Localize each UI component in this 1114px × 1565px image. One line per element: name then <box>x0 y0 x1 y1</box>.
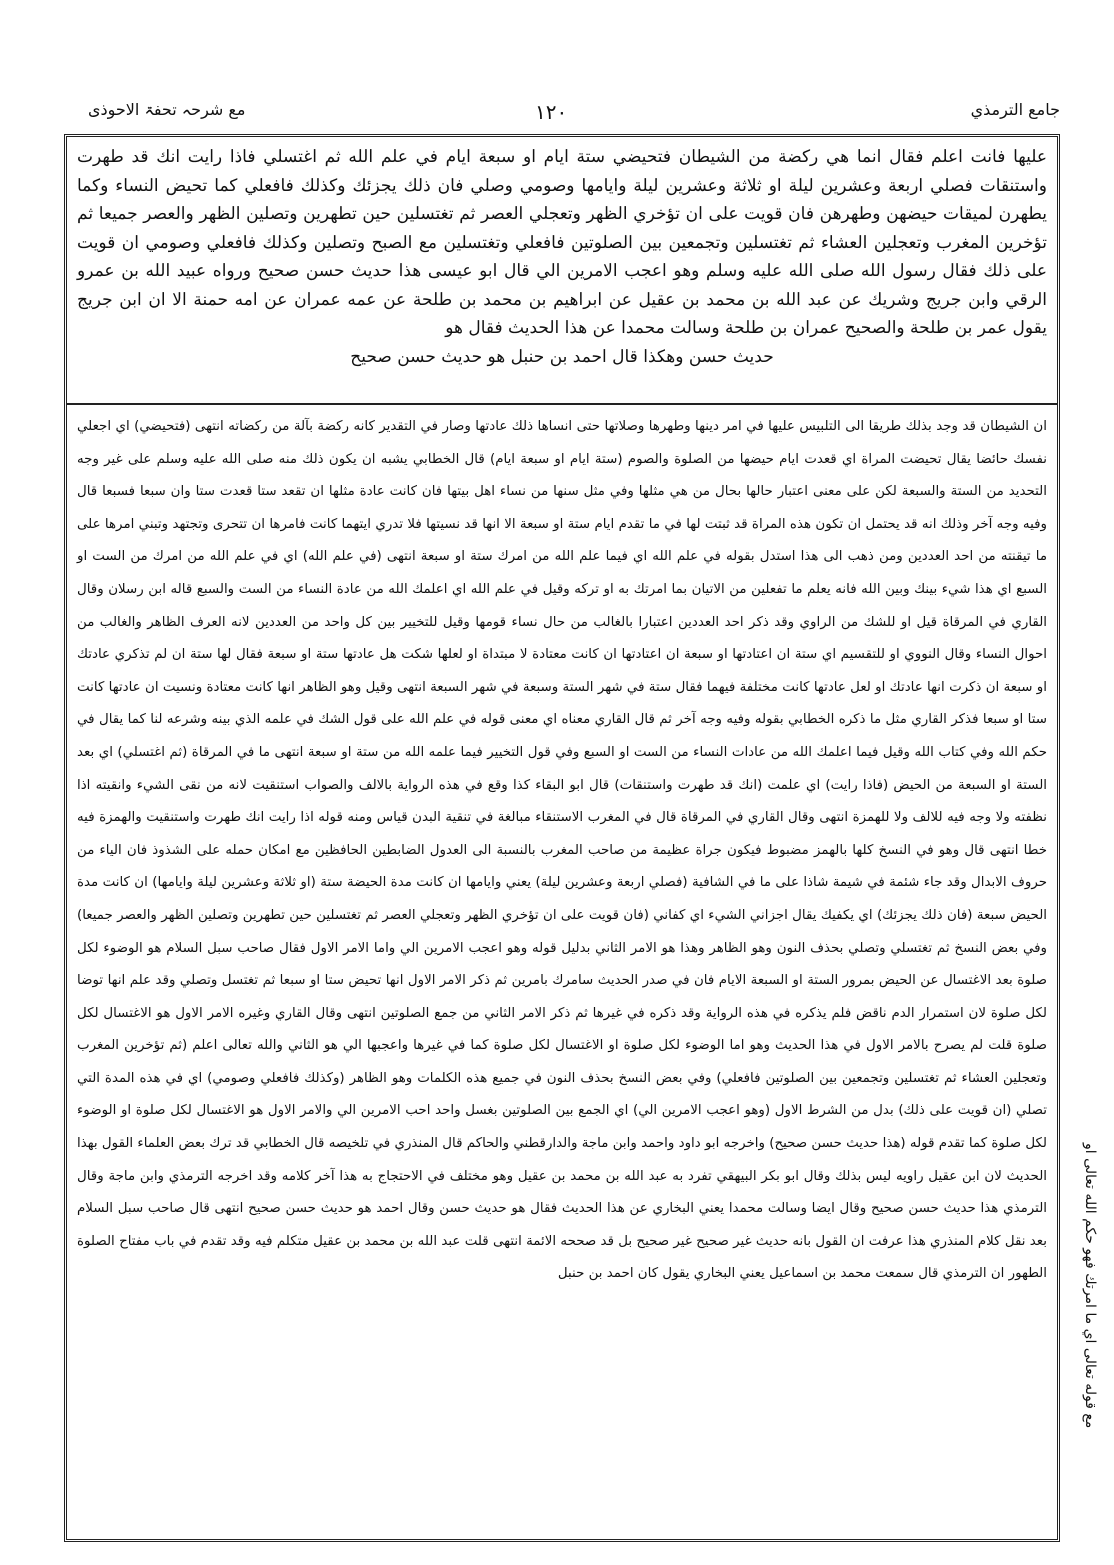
margin-note: مع قوله تعالى اي ما امرتك فهو حكم الله تعالى او <box>1082 1142 1098 1428</box>
book-title: جامع الترمذي <box>970 100 1060 119</box>
text-frame <box>64 134 1060 1542</box>
commentary-block <box>67 407 1057 1537</box>
commentary-text: ان الشيطان قد وجد بذلك طريقا الى التلبيس عليها في امر دينها وطهرها وصلاتها حتى انساها ذلك عادتها وصار في التقدير كانه ركضة بآلة من ركضاته انتهى (فتحيضي) اي اجعلي نفسك حائضا يقال تحيضت المراة اي قعدت ايام حيضها من الصلوة والصوم (ستة ايام او سبعة ايام) قال الخطابي يشبه ان يكون ذلك منه صلى الله عليه وسلم على غير وجه التحديد من الستة والسبعة لكن على معنى اعتبار حالها بحال من هي مثلها وفي مثل سنها من نساء اهل بيتها فان كانت عادة مثلها ان تقعد ستا قعدت ستا وان سبعا فسبعا قال وفيه وجه آخر وذلك انه قد يحتمل ان تكون هذه المراة قد ثبتت لها في ما تقدم ايام ستة او سبعة الا انها قد نسيتها فلا تدري ايتهما كانت فامرها ان تتحرى وتجتهد وتبني امرها على ما تيقنته من احد العددين ومن ذهب الى هذا استدل بقوله في علم الله اي فيما علم الله من امرك ستة او سبعة انتهى (في علم الله) اي في علم الله من امرك من الست او السبع اي هذا شيء بينك وبين الله فانه يعلم ما تفعلين من الاتيان بما امرتك به او تركه وقيل في علم الله اي اعلمك الله من عادة النساء من الست والسبع قاله ابن رسلان وقال القاري في المرقاة قيل او للشك من الراوي وقد ذكر احد العددين اعتبارا بالغالب من حال نساء قومها وقيل للتخيير بين كل واحد من العددين لانه العرف الظاهر والغالب من احوال النساء وقال النووي او للتقسيم اي ستة ان اعتادتها او سبعة ان اعتادتها ان كانت معتادة لا مبتداة او لعلها شكت هل عادتها ستة او سبعة فقال لها ستة ان لم تذكري عادتك او سبعة ان ذكرت انها عادتك او لعل عادتها كانت مختلفة فيهما فقال ستة في شهر الستة وسبعة في شهر السبعة انتهى وقيل وهو الظاهر انها كانت معتادة ونسيت ان عادتها كانت ستا او سبعا فذكر القاري مثل ما ذكره الخطابي بقوله وفيه وجه آخر ثم قال القاري معناه اي معنى قوله في علم الله على قول الشك في علمه الذي بينه وشرعه لنا كما يقال في حكم الله وفي كتاب الله وقيل فيما اعلمك الله من عادات النساء من الست او السبع وفي قول التخيير فيما علمه الله من ستة او سبعة انتهى ما في المرقاة (ثم اغتسلي) اي بعد الستة او السبعة من الحيض (فاذا رايت) اي علمت (انك قد طهرت واستنقات) قال ابو البقاء كذا وقع في هذه الرواية بالالف والصواب استنقيت لانه من نقى الشيء وانقيته اذا نظفته ولا وجه فيه للالف ولا للهمزة انتهى وقال القاري في المرقاة قال في المغرب الاستنقاء مبالغة في تنقية البدن قياس ومنه قوله اذا رايت انك طهرت واستنقيت والهمزة فيه خطا انتهى قال وهو في النسخ كلها بالهمز مضبوط فيكون جراة عظيمة من صاحب المغرب بالنسبة الى العدول الضابطين الحافظين مع امكان حمله على الشذوذ فان الياء من حروف الابدال وقد جاء شئمة في شيمة شاذا على ما في الشافية (فصلي اربعة وعشرين ليلة) يعني وايامها ان كانت مدة الحيضة ستة (او ثلاثة وعشرين ليلة وايامها) ان كانت مدة الحيض سبعة (فان ذلك يجزئك) اي يكفيك يقال اجزاني الشيء اي كفاني (فان قويت على ان تؤخري الظهر وتعجلي العصر ثم تغتسلين حين تطهرين وتصلين الظهر والعصر جميعا) وفي بعض النسخ ثم تغتسلي وتصلي بحذف النون وهو الظاهر وهذا هو الامر الثاني بدليل قوله وهو اعجب الامرين الي واما الامر الاول فقال صاحب سبل السلام هو الوضوء لكل صلوة بعد الاغتسال عن الحيض بمرور الستة او السبعة الايام فان في صدر الحديث سامرك بامرين ثم ذكر الامر الاول انها تحيض ستا او سبعا ثم تغتسل وتصلي وقد علم انها توضا لكل صلوة لان استمرار الدم ناقض فلم يذكره في هذه الرواية وقد ذكره في غيرها ثم ذكر الامر الثاني من جمع الصلوتين انتهى وقال القاري وغيره الامر الاول هو الاغتسال لكل صلوة قلت لم يصرح بالامر الاول في هذا الحديث وهو اما الوضوء لكل صلوة او الاغتسال لكل صلوة كما في غيرها واعجبها الي هو الثاني والله تعالى اعلم (ثم تؤخرين المغرب وتعجلين العشاء ثم تغتسلين وتجمعين بين الصلوتين فافعلي) وفي بعض النسخ بحذف النون في جميع هذه الكلمات وهو الظاهر (وكذلك فافعلي وصومي) اي في هذه المدة التي تصلي (ان قويت على ذلك) بدل من الشرط الاول (وهو اعجب الامرين الي) اي الجمع بين الصلوتين بغسل واحد احب الامرين الي والامر الاول هو الاغتسال لكل صلوة او الوضوء لكل صلوة كما تقدم قوله (هذا حديث حسن صحيح) واخرجه ابو داود واحمد وابن ماجة والدارقطني والحاكم قال المنذري في تلخيصه قال الخطابي قد ترك بعض العلماء القول بهذا الحديث لان ابن عقيل راويه ليس بذلك وقال ابو بكر البيهقي تفرد به عبد الله بن محمد بن عقيل وهو مختلف في الاحتجاج به هذا آخر كلامه وقد اخرجه الترمذي وابن ماجة وقال الترمذي هذا حديث حسن صحيح وقال ايضا وسالت محمدا يعني البخاري عن هذا الحديث فقال هو حديث حسن وقال احمد هو حديث حسن صحيح انتهى قال صاحب سبل السلام بعد نقل كلام المنذري هذا عرفت ان القول بانه حديث غير صحيح غير صحيح بل قد صححه الائمة انتهى قلت عبد الله بن محمد بن عقيل متكلم فيه وقد تقدم في باب مفتاح الصلوة الطهور ان الترمذي قال سمعت محمد بن اسماعيل يعني البخاري يقول كان احمد بن حنبل <box>77 419 1047 1282</box>
hadith-text: عليها فانت اعلم فقال انما هي ركضة من الشيطان فتحيضي ستة ايام او سبعة ايام في علم الله ثم اغتسلي فاذا رايت انك قد طهرت واستنقات فصلي اربعة وعشرين ليلة او ثلاثة وعشرين ليلة وايامها وصومي وصلي فان ذلك يجزئك وكذلك فافعلي كما تحيض النساء وكما يطهرن لميقات حيضهن وطهرهن فان قويت على ان تؤخري الظهر وتعجلي العصر ثم تغتسلين حين تطهرين وتصلين الظهر والعصر جميعا ثم تؤخرين المغرب وتعجلين العشاء ثم تغتسلين وتجمعين بين الصلوتين فافعلي وتغتسلين مع الصبح وتصلين وكذلك فافعلي وصومي ان قويت على ذلك فقال رسول الله صلى الله عليه وسلم وهو اعجب الامرين الي قال ابو عيسى هذا حديث حسن صحيح ورواه عبيد الله بن عمرو الرقي وابن جريج وشريك عن عبد الله بن محمد بن عقيل عن ابراهيم بن محمد بن طلحة عن عمه عمران عن امه حمنة الا ان ابن جريج يقول عمر بن طلحة والصحيح عمران بن طلحة وسالت محمدا عن هذا الحديث فقال هو <box>77 147 1047 338</box>
page-header <box>60 92 1060 132</box>
hadith-closing-line: حديث حسن وهكذا قال احمد بن حنبل هو حديث حسن صحيح <box>350 346 774 367</box>
page-number: ۱۲۰ <box>535 100 568 124</box>
book-subtitle: مع شرحہ تحفۃ الاحوذی <box>88 100 246 119</box>
hadith-text-block <box>67 137 1057 405</box>
